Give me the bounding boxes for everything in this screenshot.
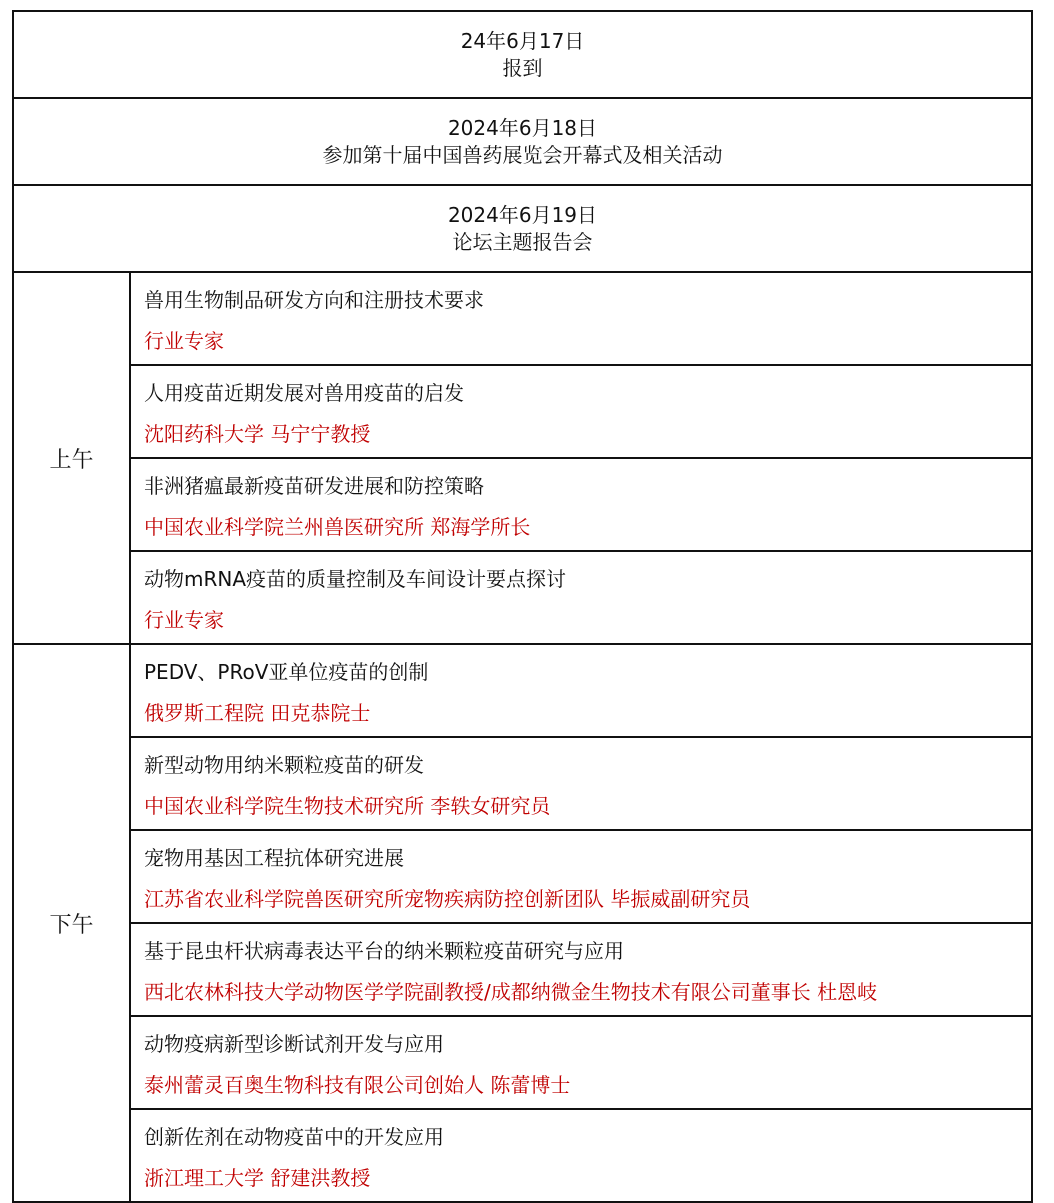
talk-topic: 动物疫病新型诊断试剂开发与应用 <box>144 1032 444 1056</box>
section-label: 下午 <box>14 645 131 1201</box>
day-event: 论坛主题报告会 <box>452 229 593 254</box>
talk-topic: 动物mRNA疫苗的质量控制及车间设计要点探讨 <box>144 567 567 591</box>
talk-topic: 人用疫苗近期发展对兽用疫苗的启发 <box>144 381 464 405</box>
day-event: 报到 <box>502 55 543 80</box>
agenda-item <box>131 1017 1031 1110</box>
talk-speaker: 中国农业科学院兰州兽医研究所 郑海学所长 <box>144 515 531 539</box>
day-row-forum <box>14 186 1031 273</box>
talk-speaker: 中国农业科学院生物技术研究所 李轶女研究员 <box>144 794 551 818</box>
talk-topic: PEDV、PRoV亚单位疫苗的创制 <box>144 660 429 684</box>
agenda-item <box>131 366 1031 459</box>
agenda-item <box>131 273 1031 366</box>
day-date: 2024年6月18日 <box>447 115 598 140</box>
talk-speaker: 江苏省农业科学院兽医研究所宠物疾病防控创新团队 毕振威副研究员 <box>144 887 751 911</box>
talk-speaker: 行业专家 <box>144 608 224 632</box>
talk-topic: 创新佐剂在动物疫苗中的开发应用 <box>144 1125 444 1149</box>
section-afternoon <box>14 645 1031 1201</box>
talk-speaker: 俄罗斯工程院 田克恭院士 <box>144 701 371 725</box>
agenda-item <box>131 738 1031 831</box>
agenda-item <box>131 552 1031 643</box>
schedule-table <box>12 10 1033 1203</box>
day-event: 参加第十届中国兽药展览会开幕式及相关活动 <box>322 142 723 167</box>
talk-speaker: 西北农林科技大学动物医学学院副教授/成都纳微金生物技术有限公司董事长 杜恩岐 <box>144 980 878 1004</box>
day-date: 2024年6月19日 <box>447 202 598 227</box>
talk-topic: 兽用生物制品研发方向和注册技术要求 <box>144 288 484 312</box>
talk-speaker: 行业专家 <box>144 329 224 353</box>
agenda-item <box>131 924 1031 1017</box>
section-morning <box>14 273 1031 645</box>
day-row-opening <box>14 99 1031 186</box>
agenda-item <box>131 459 1031 552</box>
talk-topic: 宠物用基因工程抗体研究进展 <box>144 846 404 870</box>
agenda-item <box>131 1110 1031 1201</box>
talk-speaker: 浙江理工大学 舒建洪教授 <box>144 1166 371 1190</box>
agenda-item <box>131 645 1031 738</box>
section-label: 上午 <box>14 273 131 643</box>
talk-topic: 基于昆虫杆状病毒表达平台的纳米颗粒疫苗研究与应用 <box>144 939 624 963</box>
talk-topic: 非洲猪瘟最新疫苗研发进展和防控策略 <box>144 474 484 498</box>
agenda-item <box>131 831 1031 924</box>
day-date: 24年6月17日 <box>460 28 585 53</box>
talk-topic: 新型动物用纳米颗粒疫苗的研发 <box>144 753 424 777</box>
talk-speaker: 沈阳药科大学 马宁宁教授 <box>144 422 371 446</box>
talk-speaker: 泰州蕾灵百奥生物科技有限公司创始人 陈蕾博士 <box>144 1073 571 1097</box>
day-row-registration <box>14 12 1031 99</box>
